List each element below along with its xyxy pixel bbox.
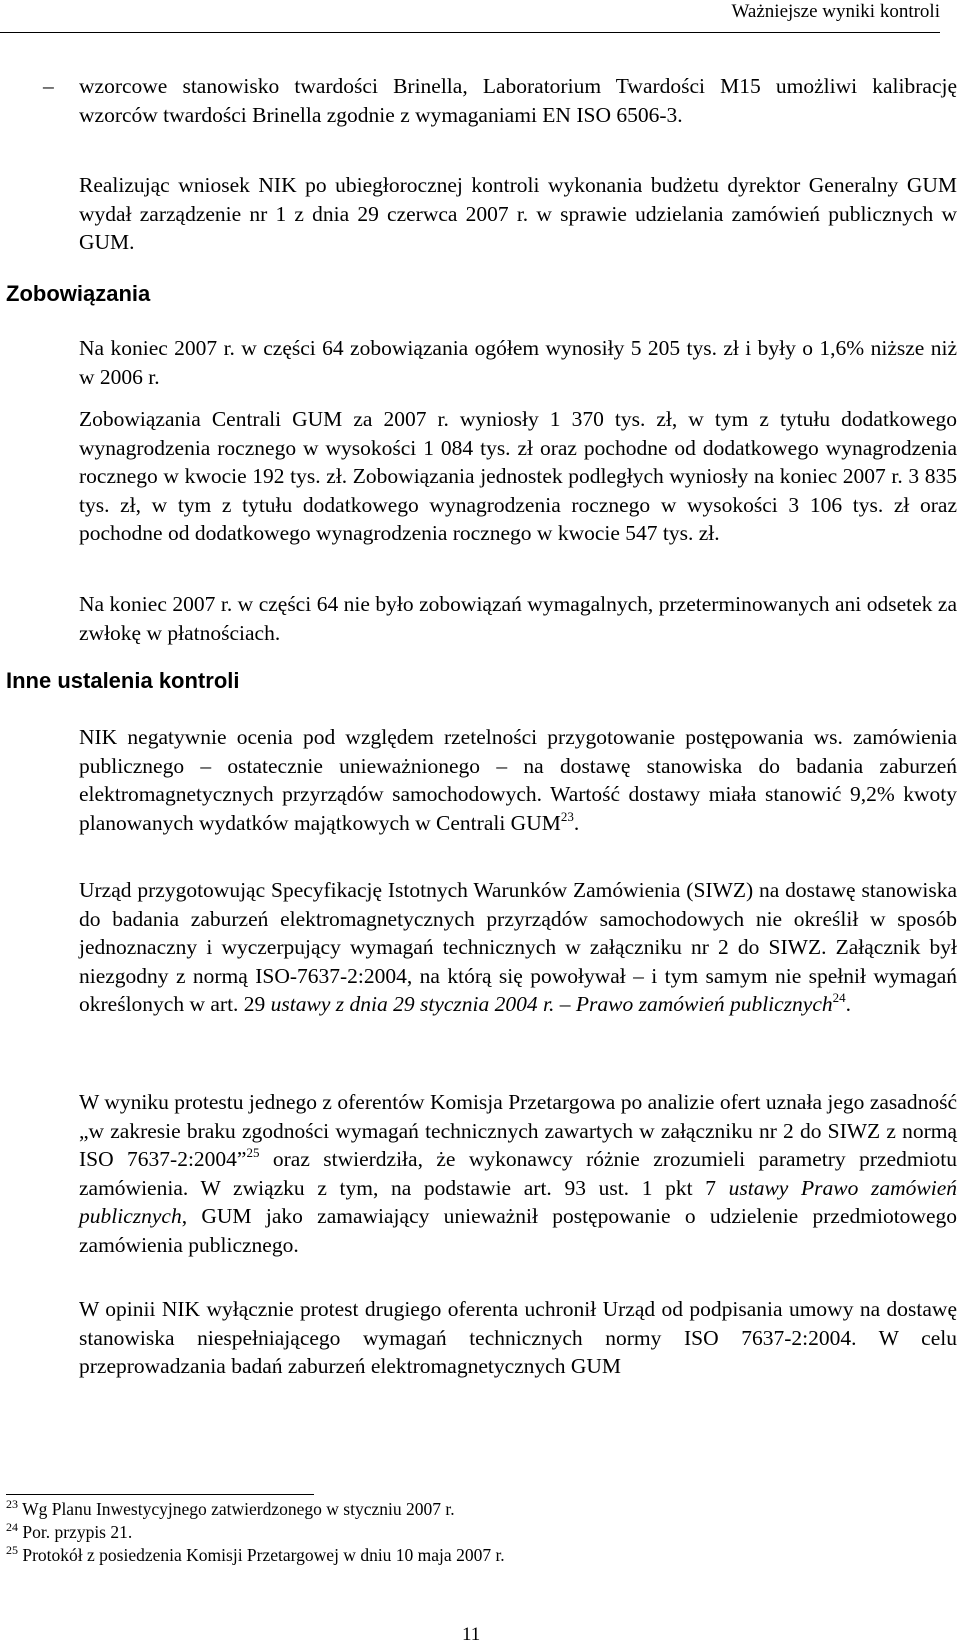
paragraph-text: Realizując wniosek NIK po ubiegłorocznej kontroli wykonania budżetu dyrektor Generalny GUM wydał zarządzenie nr 1 z dnia 29 czerwca 2007 r. w sprawie udzielania zamówień publicznych w GUM. [79,173,957,255]
paragraph-text-end: , GUM jako zamawiający unieważnił postępowanie o udzielenie przedmiotowego zamówienia publicznego. [79,1204,957,1257]
paragraph-realizujac [79,171,957,257]
footnote-text: Wg Planu Inwestycyjnego zatwierdzonego w styczniu 2007 r. [22,1499,455,1519]
law-citation: ustawy z dnia 29 stycznia 2004 r. – Prawo zamówień publicznych [270,992,833,1017]
paragraph-text: Zobowiązania Centrali GUM za 2007 r. wyniosły 1 370 tys. zł, w tym z tytułu dodatkowego wynagrodzenia rocznego w wysokości 1 084 tys. zł oraz pochodne od dodatkowego wynagrodzenia rocznego w kwocie 192 tys. zł. Zobowiązania jednostek podległych wyniosły na koniec 2007 r. 3 835 tys. zł, w tym z tytułu dodatkowego wynagrodzenia rocznego w wysokości 3 106 tys. zł oraz pochodne od dodatkowego wynagrodzenia rocznego w kwocie 547 tys. zł. [79,407,957,546]
paragraph-text: Na koniec 2007 r. w części 64 zobowiązania ogółem wynosiły 5 205 tys. zł i były o 1,6% niższe niż w 2006 r. [79,336,957,389]
footnote-number: 23 [6,1497,18,1511]
law-citation: ustawy Prawo zamówień publicznych [79,1175,957,1229]
paragraph-text: W wyniku protestu jednego z oferentów Komisja Przetargowa po analizie ofert uznała jego zasadność „w zakresie braku zgodności wymagań technicznych zawartych w załączniku nr 2 do SIWZ z normą ISO 7637-2:2004” [79,1090,957,1172]
bullet-text: wzorcowe stanowisko twardości Brinella, Laboratorium Twardości M15 umożliwi kalibrację wzorców twardości Brinella zgodnie z wymaganiami EN ISO 6506-3. [79,74,957,127]
footnote-item [6,1498,505,1521]
paragraph-text: W opinii NIK wyłącznie protest drugiego oferenta uchronił Urząd od podpisania umowy na dostawę stanowiska niespełniającego wymagań technicznych normy ISO 7637-2:2004. W celu przeprowadzania badań zaburzeń elektromagnetycznych GUM [79,1297,957,1379]
paragraph-inne-3 [79,1088,957,1260]
paragraph-text-cont: oraz stwierdziła, że wykonawcy różnie zrozumieli parametry przedmiotu zamówienia. W związku z tym, na podstawie art. 93 ust. 1 pkt 7 [79,1147,957,1200]
page-header [0,0,940,33]
footnote-number: 24 [6,1520,18,1534]
paragraph-text: NIK negatywnie ocenia pod względem rzetelności przygotowanie postępowania ws. zamówienia publicznego – ostatecznie unieważnionego – na dostawę stanowiska do badania zaburzeń elektromagnetycznych przyrządów samochodowych. Wartość dostawy miała stanowić 9,2% kwoty planowanych wydatków majątkowych w Centrali GUM [79,725,957,835]
footnote-text: Protokół z posiedzenia Komisji Przetargowej w dniu 10 maja 2007 r. [22,1545,505,1565]
section-heading-zobowiazania: Zobowiązania [6,281,151,306]
footnote-item [6,1544,505,1567]
paragraph-end: . [845,992,852,1017]
footnote-text: Por. przypis 21. [22,1522,133,1542]
footnote-ref: 24 [832,990,846,1006]
section-heading-inne: Inne ustalenia kontroli [6,668,240,693]
paragraph-zobowiazania-1 [79,334,957,391]
footnote-separator [6,1494,314,1495]
footnotes [6,1498,505,1567]
paragraph-zobowiazania-3 [79,590,957,647]
paragraph-text: Na koniec 2007 r. w części 64 nie było zobowiązań wymagalnych, przeterminowanych ani odsetek za zwłokę w płatnościach. [79,592,957,645]
paragraph-text: Urząd przygotowując Specyfikację Istotnych Warunków Zamówienia (SIWZ) na dostawę stanowiska do badania zaburzeń elektromagnetycznych przyrządów samochodowych nie określił w sposób jednoznaczny i wyczerpujący wymagań technicznych w załączniku nr 2 do SIWZ. Załącznik był niezgodny z normą ISO-7637-2:2004, na którą się powoływał – i tym samym nie spełnił wymagań określonych w art. 29 [79,878,957,1017]
paragraph-end: . [573,810,580,835]
page-number: 11 [462,1624,481,1645]
paragraph-zobowiazania-2 [79,405,957,548]
header-title: Ważniejsze wyniki kontroli [731,1,940,22]
dash-marker: – [43,74,54,98]
footnote-ref: 25 [246,1145,260,1161]
bullet-item [43,72,957,129]
footnote-ref: 23 [560,808,574,824]
footnote-item [6,1521,505,1544]
footnote-number: 25 [6,1543,18,1557]
paragraph-inne-2 [79,876,957,1019]
paragraph-inne-4 [79,1295,957,1381]
paragraph-inne-1 [79,723,957,837]
